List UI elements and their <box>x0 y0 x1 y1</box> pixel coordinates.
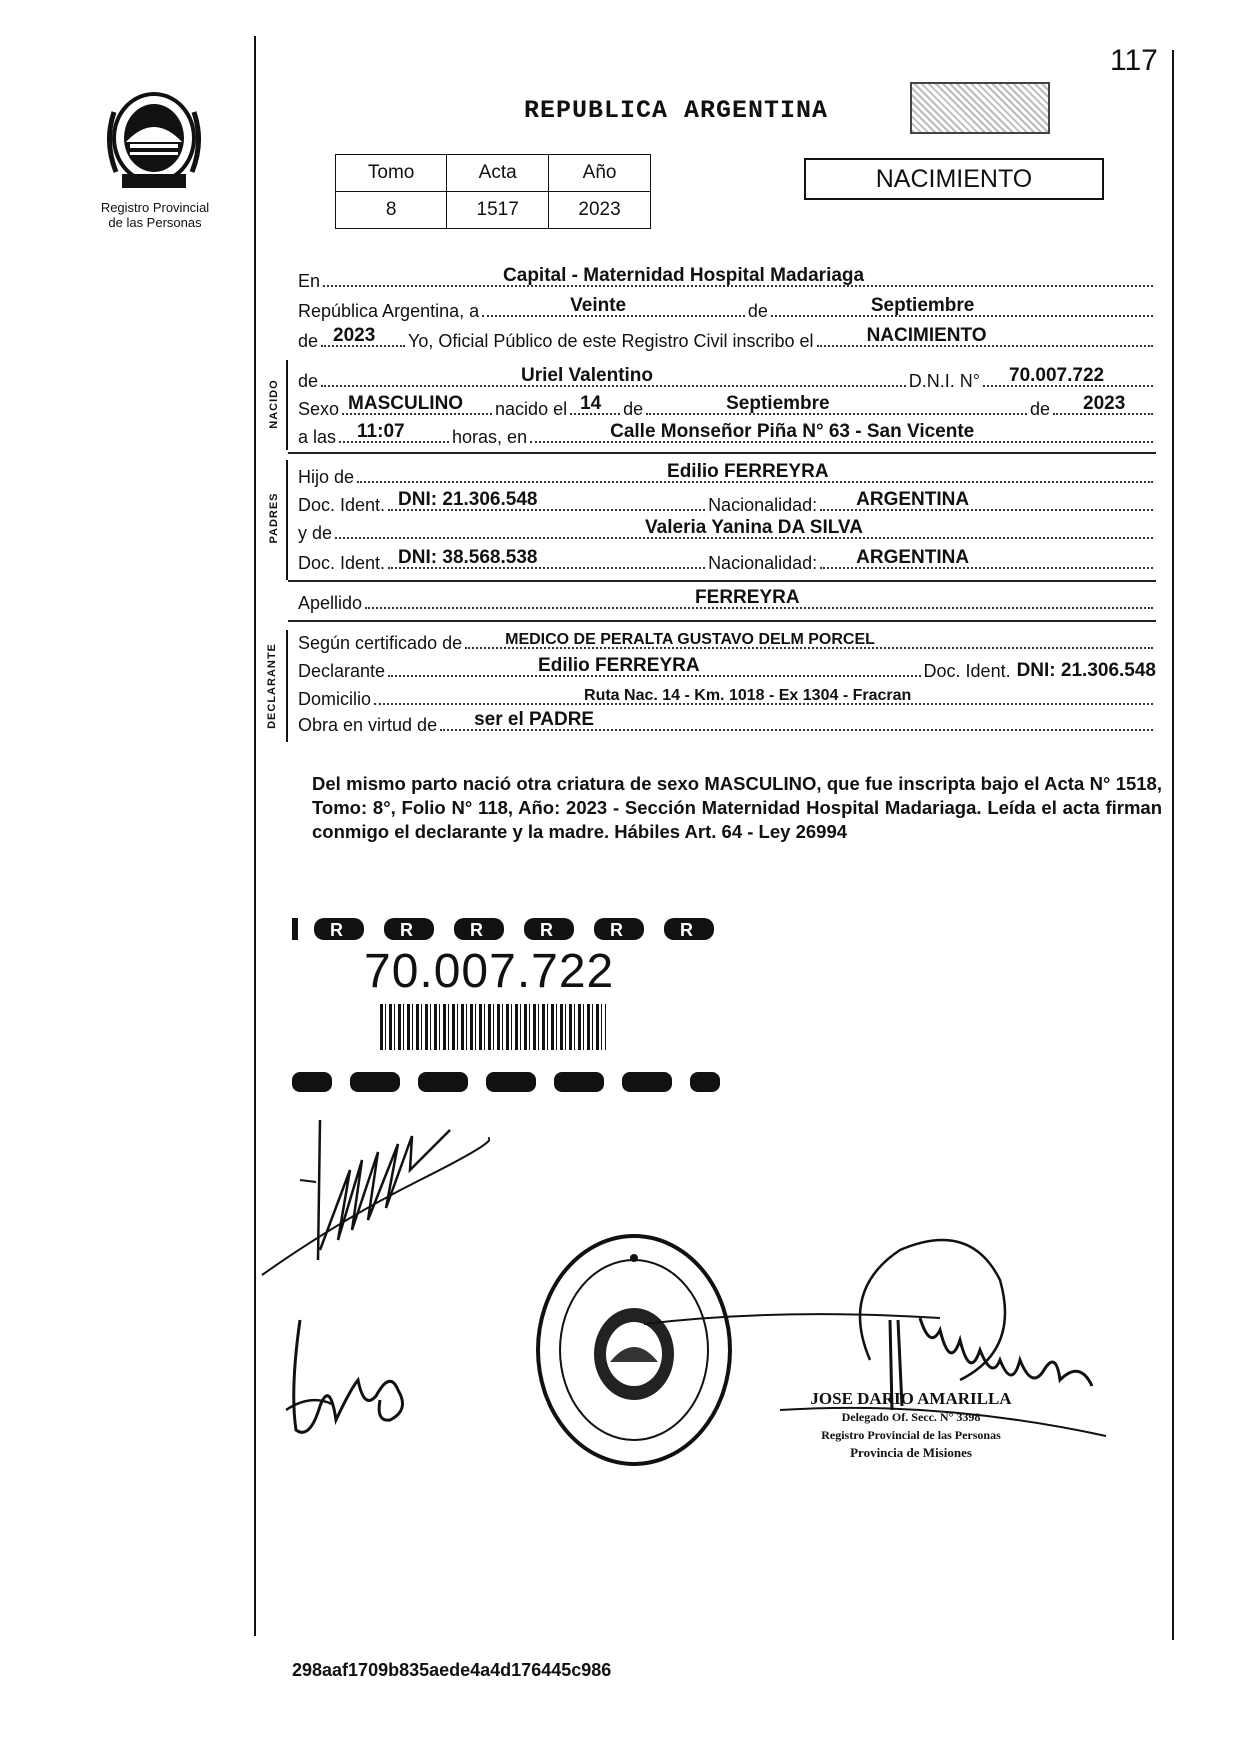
svg-text:R: R <box>680 920 693 940</box>
nacido-section-label: NACIDO <box>268 379 280 429</box>
child-name: Uriel Valentino <box>521 365 654 386</box>
apellido-divider <box>288 620 1156 622</box>
hijo-label: Hijo de <box>298 467 355 487</box>
domicilio-value: Ruta Nac. 14 - Km. 1018 - Ex 1304 - Fracran <box>584 687 912 704</box>
stamp-number: 70.007.722 <box>364 945 615 998</box>
republica-label: República Argentina, a <box>298 301 480 321</box>
domicilio-row <box>298 686 1156 710</box>
month-value: Septiembre <box>870 295 975 316</box>
volume-table <box>335 154 651 229</box>
en-row <box>298 265 1156 292</box>
y-de-label: y de <box>298 523 333 543</box>
declarante-doc-value: DNI: 21.306.548 <box>1016 660 1156 681</box>
stamp-pattern-top <box>290 912 740 944</box>
security-stamp <box>910 82 1050 134</box>
tomo-value: 8 <box>336 192 447 229</box>
svg-text:R: R <box>610 920 623 940</box>
left-margin-line <box>254 36 256 1636</box>
child-dni: 70.007.722 <box>1009 365 1105 386</box>
oficial-text: Yo, Oficial Público de este Registro Civil inscribo el <box>408 331 814 351</box>
tomo-header: Tomo <box>336 155 447 192</box>
nacido-divider <box>288 452 1156 454</box>
certificado-row <box>298 630 1156 654</box>
acta-header: Acta <box>447 155 549 192</box>
obra-value: ser el PADRE <box>474 709 595 730</box>
mother-doc: DNI: 38.568.538 <box>398 547 538 568</box>
right-margin-line <box>1172 50 1174 1640</box>
father-name: Edilio FERREYRA <box>667 461 829 482</box>
svg-text:R: R <box>330 920 343 940</box>
padres-bracket <box>286 460 288 580</box>
declarante-row <box>298 655 1156 682</box>
record-value: NACIMIENTO <box>866 325 987 346</box>
registry-line-2: de las Personas <box>108 215 202 230</box>
horas-label: horas, en <box>452 427 528 447</box>
de2-label: de <box>298 331 319 351</box>
nacido-sexo-row <box>298 393 1156 420</box>
apellido-value: FERREYRA <box>695 587 800 608</box>
ydE-row <box>298 517 1156 544</box>
birth-note: Del mismo parto nació otra criatura de sexo MASCULINO, que fue inscripta bajo el Acta N° 1518, Tomo: 8°, Folio N° 118, Año: 2023 - Sección Maternidad Hospital Madariaga. Leída el acta firman conmigo el declarante y la madre. Hábiles Art. 64 - Ley 26994 <box>312 773 1162 842</box>
father-doc: DNI: 21.306.548 <box>398 489 538 510</box>
registry-line-1: Registro Provincial <box>100 200 210 215</box>
birth-year: 2023 <box>1083 393 1126 414</box>
birth-time: 11:07 <box>357 421 405 442</box>
nacido-de-label: de <box>298 371 319 391</box>
officer-org: Registro Provincial de las Personas <box>821 1428 1001 1442</box>
hijo-row <box>298 461 1156 488</box>
barcode <box>380 1004 606 1050</box>
anio-header: Año <box>549 155 651 192</box>
mother-doc-label: Doc. Ident. <box>298 553 386 573</box>
father-doc-label: Doc. Ident. <box>298 495 386 515</box>
officer-name: JOSE DARIO AMARILLA <box>810 1389 1012 1408</box>
nacido-hora-row <box>298 421 1156 448</box>
nacido-de-label-3: de <box>1029 399 1050 419</box>
svg-text:R: R <box>470 920 483 940</box>
nacido-name-row <box>298 365 1156 392</box>
registry-name <box>70 200 240 230</box>
domicilio-label: Domicilio <box>298 689 372 709</box>
record-type-box: NACIMIENTO <box>804 158 1104 200</box>
declarante-doc-label: Doc. Ident. <box>923 661 1011 681</box>
nacido-el-label: nacido el <box>495 399 568 419</box>
mother-nat-label: Nacionalidad: <box>708 553 818 573</box>
en-value: Capital - Maternidad Hospital Madariaga <box>503 265 865 286</box>
nacido-de-label-2: de <box>623 399 644 419</box>
officer-stamp <box>786 1390 1036 1462</box>
birth-month: Septiembre <box>726 393 830 414</box>
mother-signature <box>280 1310 430 1440</box>
province-emblem <box>94 82 214 192</box>
anio-value: 2023 <box>549 192 651 229</box>
svg-text:R: R <box>540 920 553 940</box>
mother-name: Valeria Yanina DA SILVA <box>645 517 863 538</box>
day-value: Veinte <box>570 295 627 316</box>
declarante-value: Edilio FERREYRA <box>538 655 700 676</box>
father-nationality: ARGENTINA <box>856 489 970 510</box>
fecha-row <box>298 295 1156 322</box>
dni-label: D.N.I. N° <box>908 371 980 391</box>
stamp-pattern-bottom <box>290 1068 740 1096</box>
sexo-value: MASCULINO <box>348 393 464 414</box>
document-hash: 298aaf1709b835aede4a4d176445c986 <box>292 1660 612 1680</box>
mother-nationality: ARGENTINA <box>856 547 970 568</box>
birth-place: Calle Monseñor Piña N° 63 - San Vicente <box>610 421 975 442</box>
year-value: 2023 <box>333 325 376 346</box>
padres-divider <box>288 580 1156 582</box>
officer-title: Delegado Of. Secc. N° 3398 <box>841 1410 981 1424</box>
declarante-signature <box>260 1110 490 1280</box>
sexo-label: Sexo <box>298 399 340 419</box>
declarante-bracket <box>286 630 288 742</box>
certificado-label: Según certificado de <box>298 633 463 653</box>
svg-text:R: R <box>400 920 413 940</box>
page-number: 117 <box>1110 44 1158 77</box>
mother-doc-row <box>298 547 1156 574</box>
obra-label: Obra en virtud de <box>298 715 438 735</box>
de-label: de <box>747 301 768 321</box>
oficial-row <box>298 325 1156 352</box>
acta-value: 1517 <box>447 192 549 229</box>
father-doc-row <box>298 489 1156 516</box>
birth-day: 14 <box>580 393 602 414</box>
certificado-value: MEDICO DE PERALTA GUSTAVO DELM PORCEL <box>505 631 875 648</box>
officer-province: Provincia de Misiones <box>850 1445 972 1460</box>
declarante-section-label: DECLARANTE <box>266 643 278 729</box>
declarante-label: Declarante <box>298 661 386 681</box>
a-las-label: a las <box>298 427 337 447</box>
en-label: En <box>298 271 321 291</box>
father-nat-label: Nacionalidad: <box>708 495 818 515</box>
padres-section-label: PADRES <box>268 492 280 544</box>
obra-row <box>298 709 1156 736</box>
nacido-bracket <box>286 360 288 450</box>
country-title: REPUBLICA ARGENTINA <box>524 96 829 125</box>
apellido-label: Apellido <box>298 593 363 613</box>
apellido-row <box>298 587 1156 614</box>
